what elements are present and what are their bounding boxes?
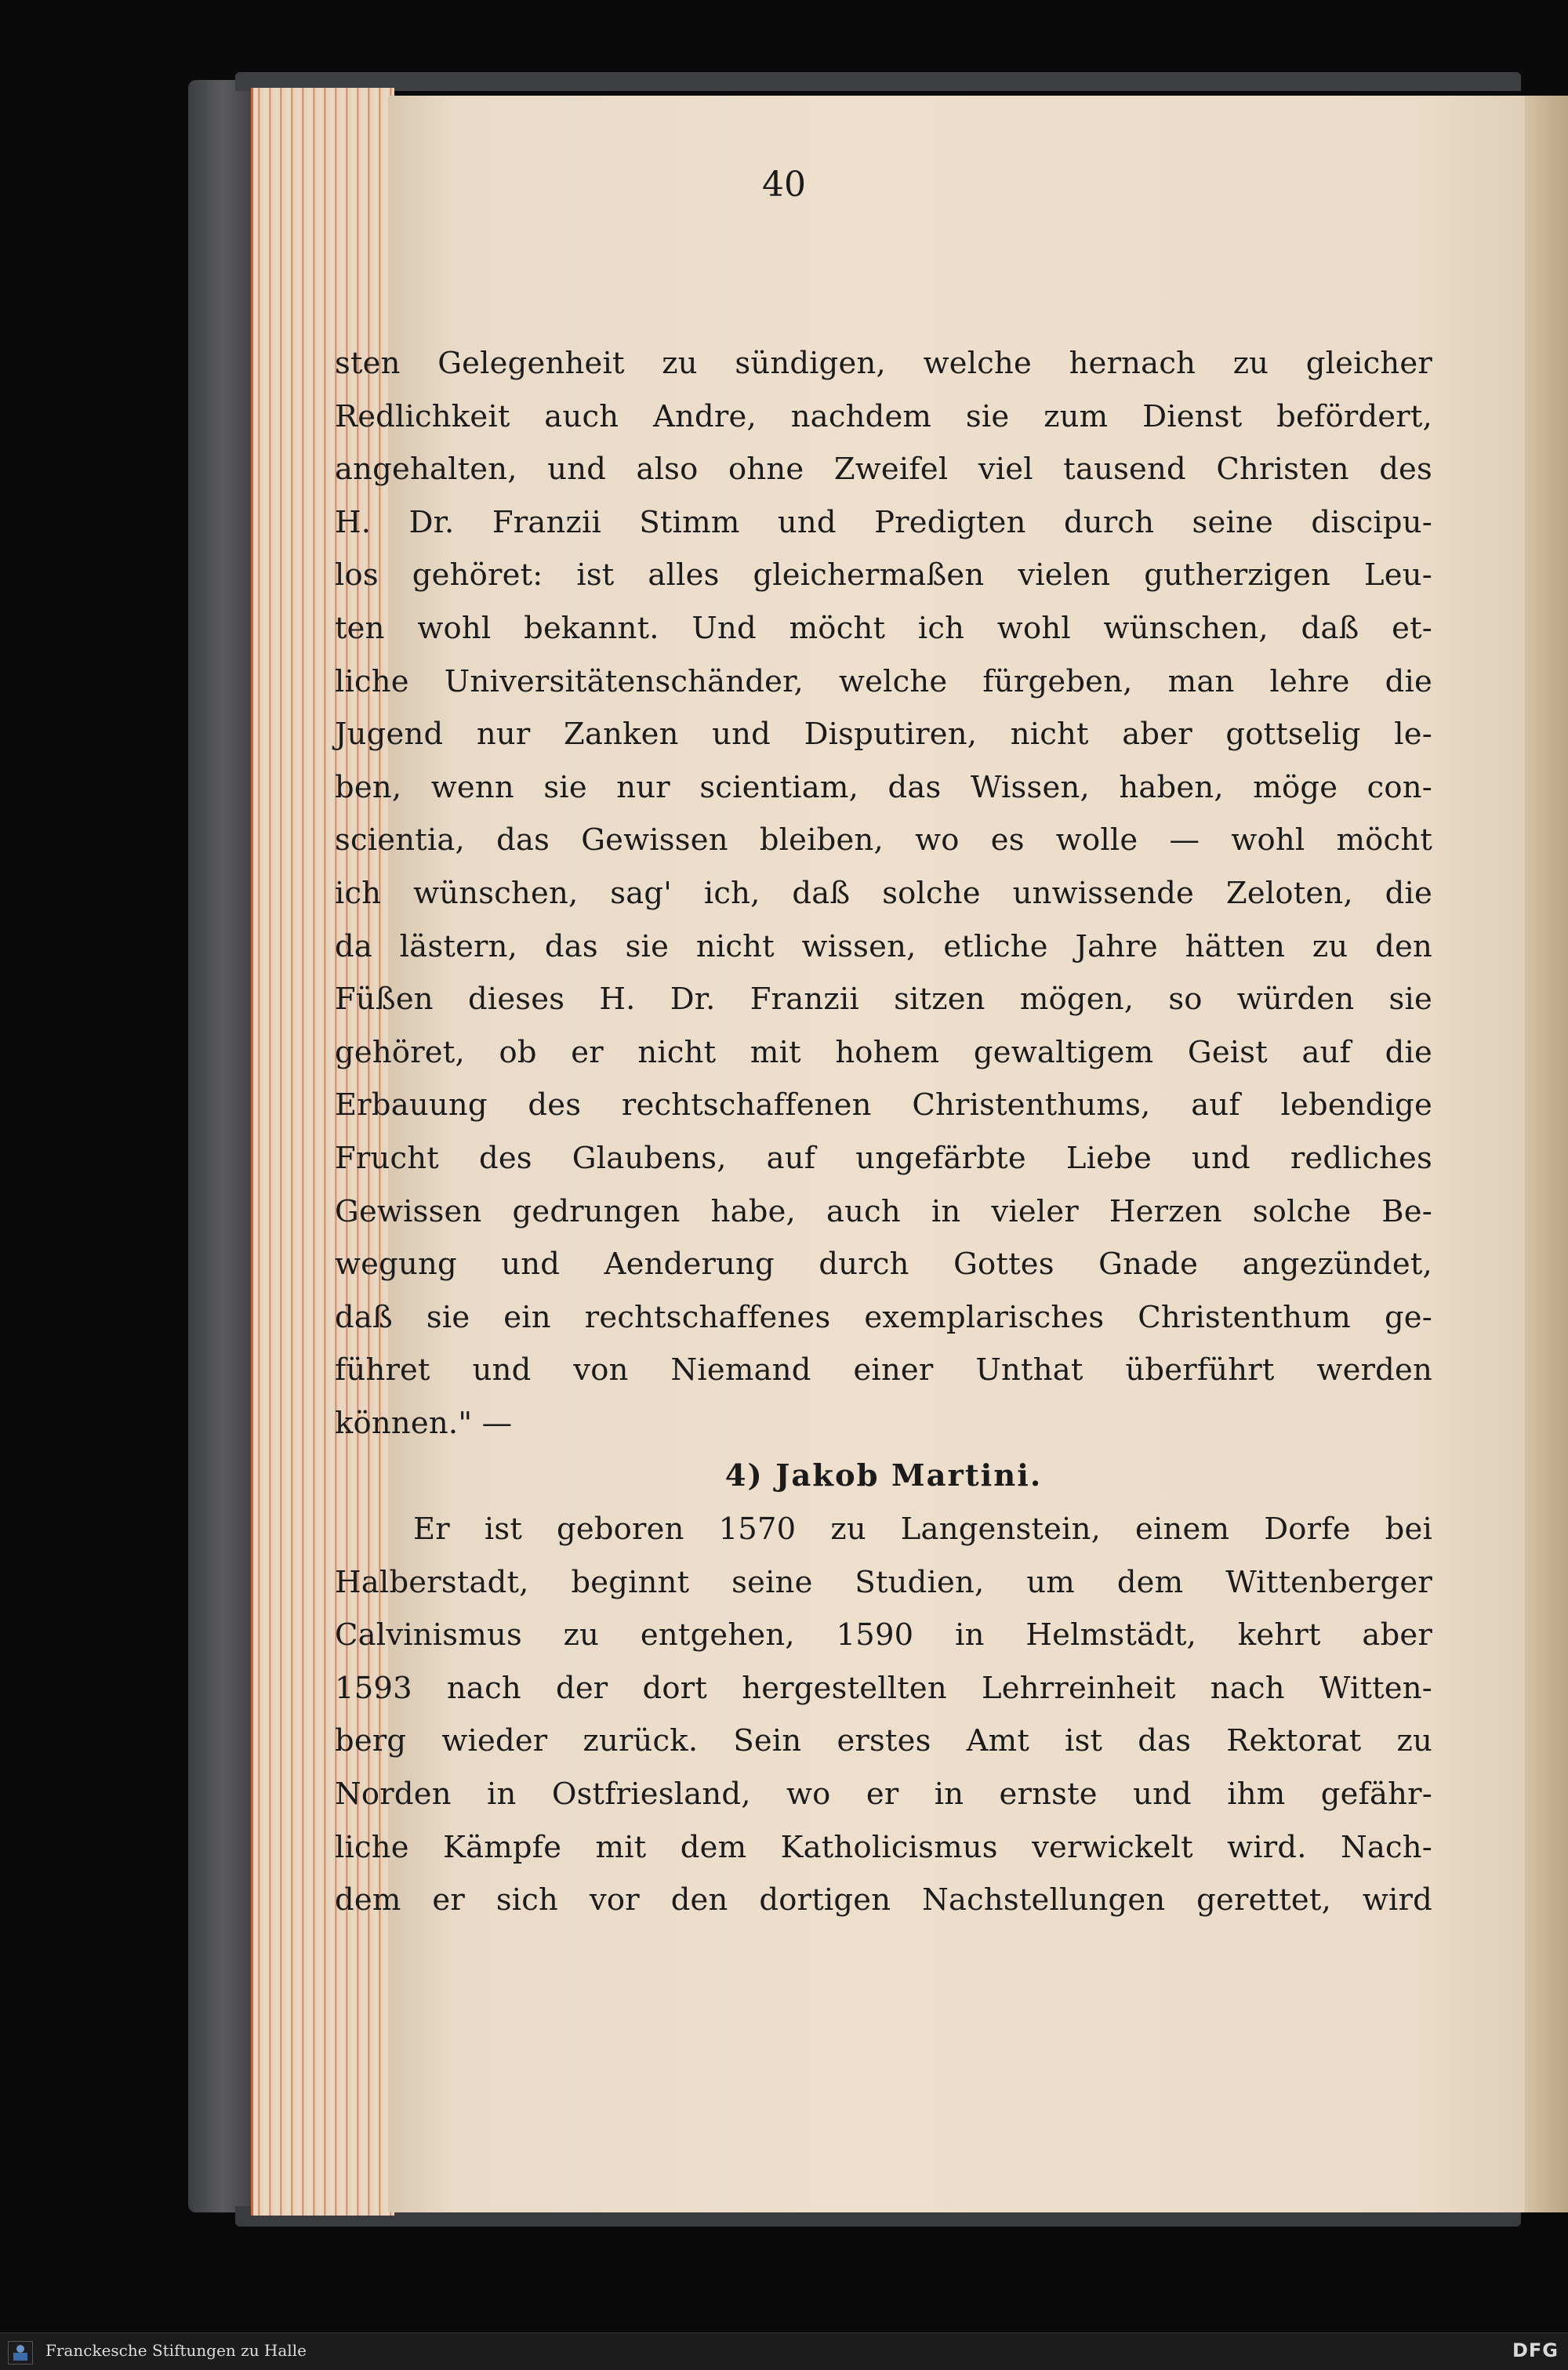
book-cover-top xyxy=(235,72,1521,91)
text-line: liche Universitätenschänder, welche fürgeben, man lehre die xyxy=(335,663,1432,699)
text-line: ten wohl bekannt. Und möcht ich wohl wünschen, daß et- xyxy=(335,610,1432,646)
text-line: da lästern, das sie nicht wissen, etliche Jahre hätten zu den xyxy=(335,928,1432,964)
text-line: Erbauung des rechtschaffenen Christenthums, auf lebendige xyxy=(335,1087,1432,1123)
dfg-logo: DFG xyxy=(1512,2339,1559,2361)
text-line: Halberstadt, beginnt seine Studien, um dem Wittenberger xyxy=(335,1564,1432,1600)
text-line: Er ist geboren 1570 zu Langenstein, einem Dorfe bei xyxy=(413,1512,1432,1548)
text-line: Calvinismus zu entgehen, 1590 in Helmstädt, kehrt aber xyxy=(335,1617,1432,1653)
text-line: Jugend nur Zanken und Disputiren, nicht aber gottselig le- xyxy=(335,717,1432,753)
text-line: liche Kämpfe mit dem Katholicismus verwickelt wird. Nach- xyxy=(335,1829,1432,1865)
text-line: los gehöret: ist alles gleichermaßen vielen gutherzigen Leu- xyxy=(335,557,1432,593)
text-line: dem er sich vor den dortigen Nachstellungen gerettet, wird xyxy=(335,1882,1432,1918)
viewer-footer xyxy=(0,2332,1568,2370)
text-line: angehalten, und also ohne Zweifel viel tausend Christen des xyxy=(335,452,1432,488)
text-line: gehöret, ob er nicht mit hohem gewaltigem Geist auf die xyxy=(335,1034,1432,1070)
text-line: scientia, das Gewissen bleiben, wo es wolle — wohl möcht xyxy=(335,822,1432,858)
text-line: wegung und Aenderung durch Gottes Gnade angezündet, xyxy=(335,1247,1432,1283)
page-text xyxy=(335,337,1432,1927)
text-line: Norden in Ostfriesland, wo er in ernste und ihm gefähr- xyxy=(335,1777,1432,1813)
text-line: Gewissen gedrungen habe, auch in vieler Herzen solche Be- xyxy=(335,1193,1432,1229)
text-line: können." — xyxy=(335,1405,513,1441)
text-line: führet und von Niemand einer Unthat überführt werden xyxy=(335,1352,1432,1388)
facing-page-edge xyxy=(1521,96,1568,2212)
section-heading: 4) Jakob Martini. xyxy=(724,1458,1043,1494)
text-line: ich wünschen, sag' ich, daß solche unwissende Zeloten, die xyxy=(335,875,1432,911)
text-line: Redlichkeit auch Andre, nachdem sie zum Dienst befördert, xyxy=(335,398,1432,434)
text-line: ben, wenn sie nur scientiam, das Wissen, haben, möge con- xyxy=(335,769,1432,805)
institution-name: Franckesche Stiftungen zu Halle xyxy=(45,2341,307,2360)
text-line: Füßen dieses H. Dr. Franzii sitzen mögen, so würden sie xyxy=(335,982,1432,1018)
text-line: daß sie ein rechtschaffenes exemplarisches Christenthum ge- xyxy=(335,1299,1432,1335)
text-line: 1593 nach der dort hergestellten Lehrreinheit nach Witten- xyxy=(335,1670,1432,1706)
text-line: berg wieder zurück. Sein erstes Amt ist das Rektorat zu xyxy=(335,1723,1432,1759)
text-line: sten Gelegenheit zu sündigen, welche hernach zu gleicher xyxy=(335,346,1432,381)
text-line: Frucht des Glaubens, auf ungefärbte Liebe und redliches xyxy=(335,1140,1432,1176)
page-number: 40 xyxy=(762,165,806,205)
institution-logo-icon xyxy=(8,2341,33,2365)
text-line: H. Dr. Franzii Stimm und Predigten durch seine discipu- xyxy=(335,504,1432,540)
